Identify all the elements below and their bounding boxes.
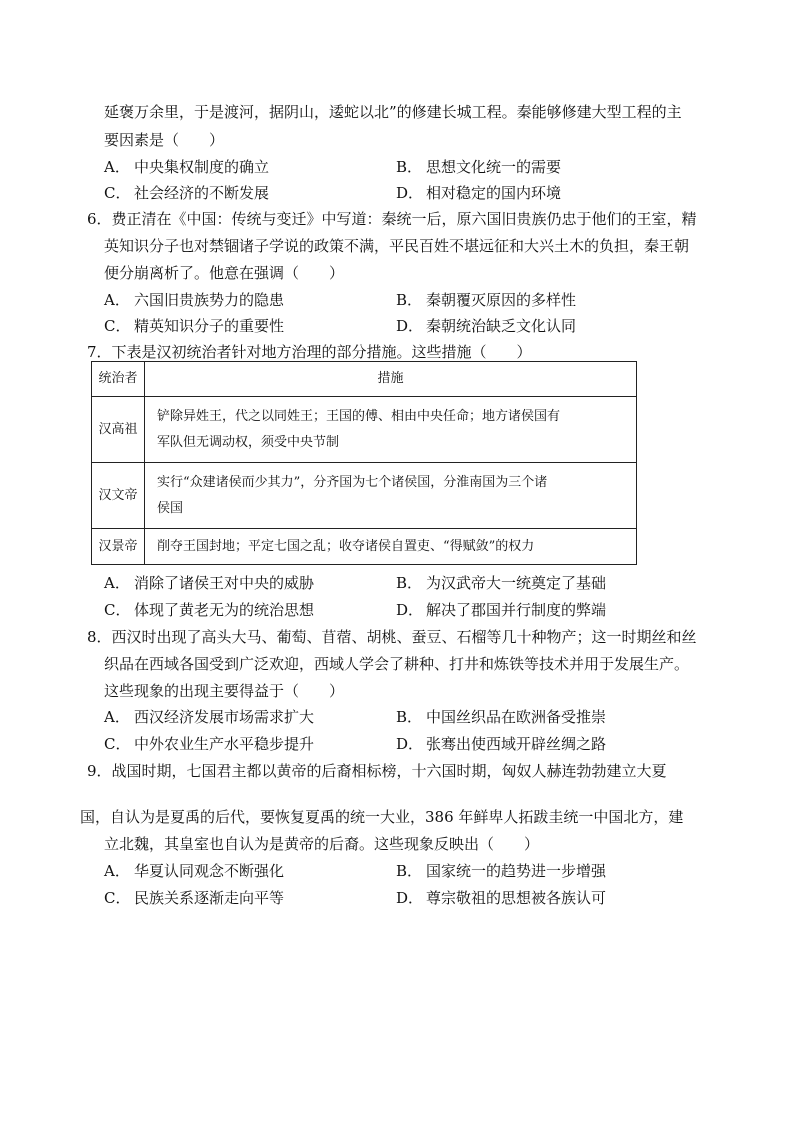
option-letter: C． <box>104 889 131 907</box>
q7-option-c <box>104 600 314 620</box>
q8-stem-line: 织品在西域各国受到广泛欢迎，西域人学会了耕种、打井和炼铁等技术并用于发展生产。 <box>104 655 690 673</box>
option-letter: D． <box>396 184 424 202</box>
table-cell-ruler: 汉高祖 <box>92 397 145 463</box>
option-text: 为汉武帝大一统奠定了基础 <box>426 574 607 592</box>
measure-line: 削夺王国封地；平定七国之乱；收夺诸侯自置吏、“得赋敛”的权力 <box>157 538 535 554</box>
q7-stem-line: 7．下表是汉初统治者针对地方治理的部分措施。这些措施（ ） <box>87 343 532 361</box>
q8-option-a <box>104 707 314 727</box>
measures-table <box>91 361 637 565</box>
option-letter: A． <box>104 158 130 176</box>
table-row <box>92 529 637 565</box>
table-row <box>92 463 637 529</box>
measure-line: 侯国 <box>157 500 184 516</box>
option-text: 张骞出使西域开辟丝绸之路 <box>426 735 607 753</box>
option-letter: D． <box>396 735 424 753</box>
option-text: 社会经济的不断发展 <box>134 184 270 202</box>
option-text: 中外农业生产水平稳步提升 <box>134 735 315 753</box>
q6-stem-line: 6．费正清在《中国：传统与变迁》中写道：秦统一后，原六国旧贵族仍忠于他们的王室，精 <box>87 210 697 228</box>
q8-option-d <box>396 734 606 754</box>
q5-option-c <box>104 183 269 203</box>
table-cell-ruler: 汉文帝 <box>92 463 145 529</box>
option-text: 中央集权制度的确立 <box>134 158 270 176</box>
option-text: 相对稳定的国内环境 <box>426 184 562 202</box>
option-letter: B． <box>396 574 423 592</box>
q8-stem-line: 8．西汉时出现了高头大马、葡萄、苜蓿、胡桃、蚕豆、石榴等几十种物产；这一时期丝和丝 <box>87 628 697 646</box>
q8-option-c <box>104 734 314 754</box>
q9-option-a <box>104 861 284 881</box>
option-text: 西汉经济发展市场需求扩大 <box>134 708 315 726</box>
table-cell-ruler: 汉景帝 <box>92 529 145 565</box>
option-letter: B． <box>396 862 423 880</box>
q9-option-b <box>396 861 606 881</box>
option-text: 民族关系逐渐走向平等 <box>134 889 285 907</box>
q7-option-a <box>104 573 314 593</box>
q6-option-d <box>396 316 576 336</box>
q6-option-b <box>396 290 576 310</box>
table-cell-measure <box>145 463 637 529</box>
option-text: 六国旧贵族势力的隐患 <box>134 291 285 309</box>
table-header-ruler: 统治者 <box>92 362 145 397</box>
option-letter: A． <box>104 291 130 309</box>
q5-option-d <box>396 183 561 203</box>
option-text: 秦朝统治缺乏文化认同 <box>426 317 577 335</box>
measure-line: 实行“众建诸侯而少其力”，分齐国为七个诸侯国，分淮南国为三个诸 <box>157 474 548 490</box>
option-text: 思想文化统一的需要 <box>426 158 562 176</box>
q5-option-b <box>396 157 561 177</box>
option-text: 秦朝覆灭原因的多样性 <box>426 291 577 309</box>
option-text: 华夏认同观念不断强化 <box>134 862 285 880</box>
q9-option-d <box>396 888 606 908</box>
q6-stem-line: 便分崩离析了。他意在强调（ ） <box>104 264 345 282</box>
table-cell-measure <box>145 529 637 565</box>
q8-stem-line: 这些现象的出现主要得益于（ ） <box>104 682 345 700</box>
option-letter: A． <box>104 708 130 726</box>
q7-option-b <box>396 573 606 593</box>
option-text: 国家统一的趋势进一步增强 <box>426 862 607 880</box>
option-text: 尊宗敬祖的思想被各族认可 <box>426 889 607 907</box>
option-letter: B． <box>396 708 423 726</box>
option-letter: D． <box>396 601 424 619</box>
option-letter: D． <box>396 317 424 335</box>
option-text: 解决了郡国并行制度的弊端 <box>426 601 607 619</box>
q7-option-d <box>396 600 606 620</box>
q8-option-b <box>396 707 606 727</box>
option-text: 体现了黄老无为的统治思想 <box>134 601 315 619</box>
option-letter: C． <box>104 184 131 202</box>
option-letter: C． <box>104 317 131 335</box>
table-cell-measure <box>145 397 637 463</box>
table-header-measure: 措施 <box>145 362 637 397</box>
q6-option-a <box>104 290 284 310</box>
option-letter: A． <box>104 862 130 880</box>
option-letter: B． <box>396 158 423 176</box>
q6-option-c <box>104 316 284 336</box>
option-letter: B． <box>396 291 423 309</box>
q9-option-c <box>104 888 284 908</box>
measure-line: 铲除异姓王，代之以同姓王；王国的傅、相由中央任命；地方诸侯国有 <box>157 408 561 424</box>
option-text: 精英知识分子的重要性 <box>134 317 285 335</box>
option-text: 消除了诸侯王对中央的威胁 <box>134 574 315 592</box>
option-letter: D． <box>396 889 424 907</box>
q5-text-line: 延褒万余里，于是渡河，据阴山，逶蛇以北”的修建长城工程。秦能够修建大型工程的主 <box>104 103 682 121</box>
table-header-row <box>92 362 637 397</box>
q9-stem-line: 国，自认为是夏禹的后代，要恢复夏禹的统一大业，386 年鲜卑人拓跋圭统一中国北方，建 <box>80 808 684 826</box>
measure-line: 军队但无调动权，须受中央节制 <box>157 434 340 450</box>
q6-stem-line: 英知识分子也对禁锢诸子学说的政策不满，平民百姓不堪远征和大兴土木的负担，秦王朝 <box>104 237 690 255</box>
q9-stem-line: 9．战国时期，七国君主都以黄帝的后裔相标榜，十六国时期，匈奴人赫连勃勃建立大夏 <box>87 762 667 780</box>
option-text: 中国丝织品在欧洲备受推崇 <box>426 708 607 726</box>
q9-stem-line: 立北魏，其皇室也自认为是黄帝的后裔。这些现象反映出（ ） <box>104 835 540 853</box>
option-letter: C． <box>104 735 131 753</box>
q5-option-a <box>104 157 269 177</box>
option-letter: A． <box>104 574 130 592</box>
table-row <box>92 397 637 463</box>
q5-text-line: 要因素是（ ） <box>104 131 225 149</box>
option-letter: C． <box>104 601 131 619</box>
